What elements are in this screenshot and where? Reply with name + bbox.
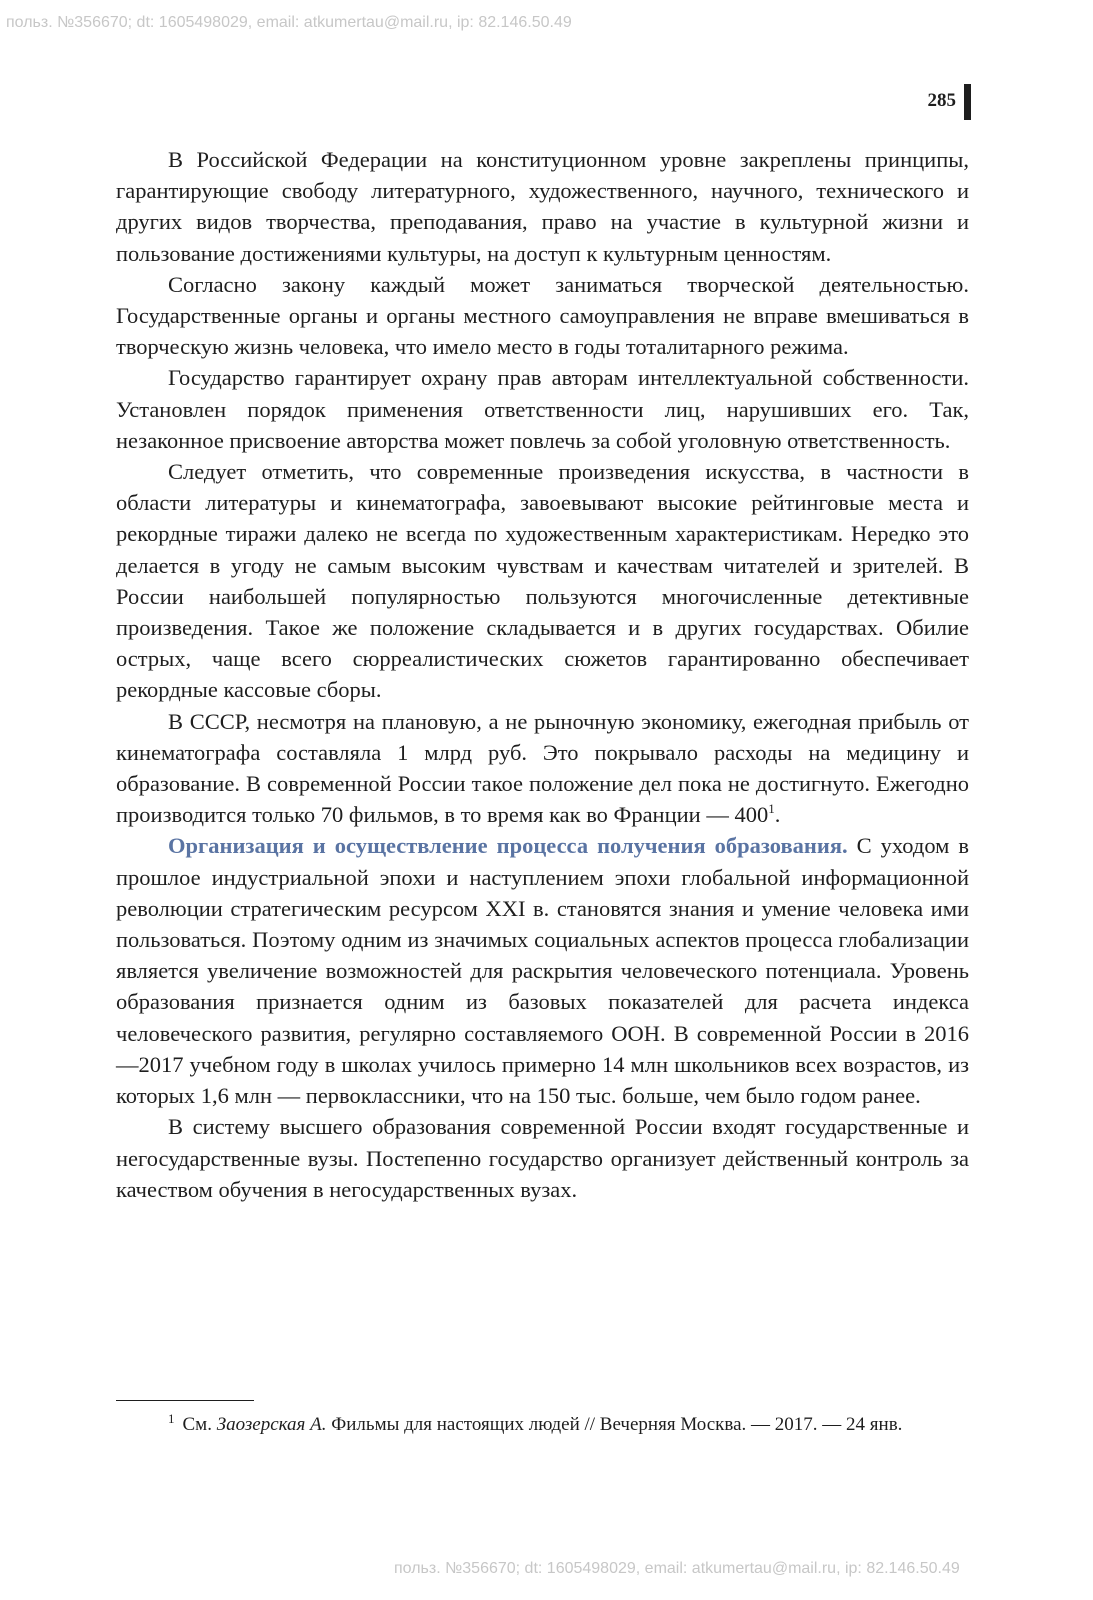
section-heading-education: Организация и осуществление процесса получения образования.	[168, 833, 848, 859]
footnote-reference: 1	[768, 801, 775, 817]
watermark-top: польз. №356670; dt: 1605498029, email: atkumertau@mail.ru, ip: 82.146.50.49	[6, 14, 572, 31]
paragraph-ussr-text: В СССР, несмотря на плановую, а не рыночную экономику, ежегодная прибыль от кинематографа составляла 1 млрд руб. Это покрывало расходы на медицину и образование. В современной России такое положение дел пока не достигнуто. Ежегодно производится только 70 фильмов, в то время как во Франции — 400	[116, 708, 969, 828]
paragraph-ussr-cinema	[116, 706, 969, 831]
paragraph-intellectual-property: Государство гарантирует охрану прав авторам интеллектуальной собственности. Установлен порядок применения ответственности лиц, нарушивших его. Так, незаконное присвоение авторства может повлечь за собой уголовную ответственность.	[116, 365, 969, 453]
main-text	[116, 144, 969, 1205]
paragraph-education	[116, 830, 969, 1111]
footnote-author: Заозерская А.	[216, 1414, 327, 1435]
paragraph-ussr-end: .	[774, 802, 781, 828]
watermark-bottom: польз. №356670; dt: 1605498029, email: atkumertau@mail.ru, ip: 82.146.50.49	[394, 1560, 960, 1577]
footnote	[116, 1410, 969, 1439]
paragraph-modern-art: Следует отметить, что современные произведения искусства, в частности в области литературы и кинематографа, завоевывают высокие рейтинговые места и рекордные тиражи далеко не всегда по художественным характеристикам. Нередко это делается в угоду не самым высоким чувствам и качествам читателей и зрителей. В России наибольшей популярностью пользуются многочисленные детективные произведения. Такое же положение складывается и в других государствах. Обилие острых, чаще всего сюрреалистических сюжетов гарантированно обеспечивает рекордные кассовые сборы.	[116, 459, 969, 703]
footnote-prefix: См.	[182, 1414, 217, 1435]
footnote-mark: 1	[168, 1411, 175, 1426]
paragraph-creative-freedom: Согласно закону каждый может заниматься творческой деятельностью. Государственные органы и органы местного самоуправления не вправе вмешиваться в творческую жизнь человека, что имело место в годы тоталитарного режима.	[116, 271, 969, 360]
paragraph-constitution: В Российской Федерации на конституционном уровне закреплены принципы, гарантирующие свободу литературного, художественного, научного, технического и других видов творчества, преподавания, право на участие в культурной жизни и пользование достижениями культуры, на доступ к культурным ценностям.	[116, 147, 969, 266]
paragraph-higher-education: В систему высшего образования современной России входят государственные и негосударственные вузы. Постепенно государство организует действенный контроль за качеством обучения в негосударственных вузах.	[116, 1114, 969, 1202]
footnote-divider	[116, 1400, 254, 1401]
section-education-text: С уходом в прошлое индустриальной эпохи и наступлением эпохи глобальной информационной революции стратегическим ресурсом XXI в. становятся знания и умение человека ими пользоваться. Поэтому одним из значимых социальных аспектов процесса глобализации является увеличение возможностей для раскрытия человеческого потенциала. Уровень образования признается одним из базовых показателей для расчета индекса человеческого развития, регулярно составляемого ООН. В современной России в 2016—2017 учебном году в школах училось примерно 14 млн школьников всех возрастов, из которых 1,6 млн — первоклассники, что на 150 тыс. больше, чем было годом ранее.	[116, 833, 969, 1109]
page-number: 285	[927, 90, 956, 111]
footnote-source: Фильмы для настоящих людей // Вечерняя Москва. — 2017. — 24 янв.	[326, 1414, 903, 1435]
page-number-bar	[964, 84, 971, 120]
